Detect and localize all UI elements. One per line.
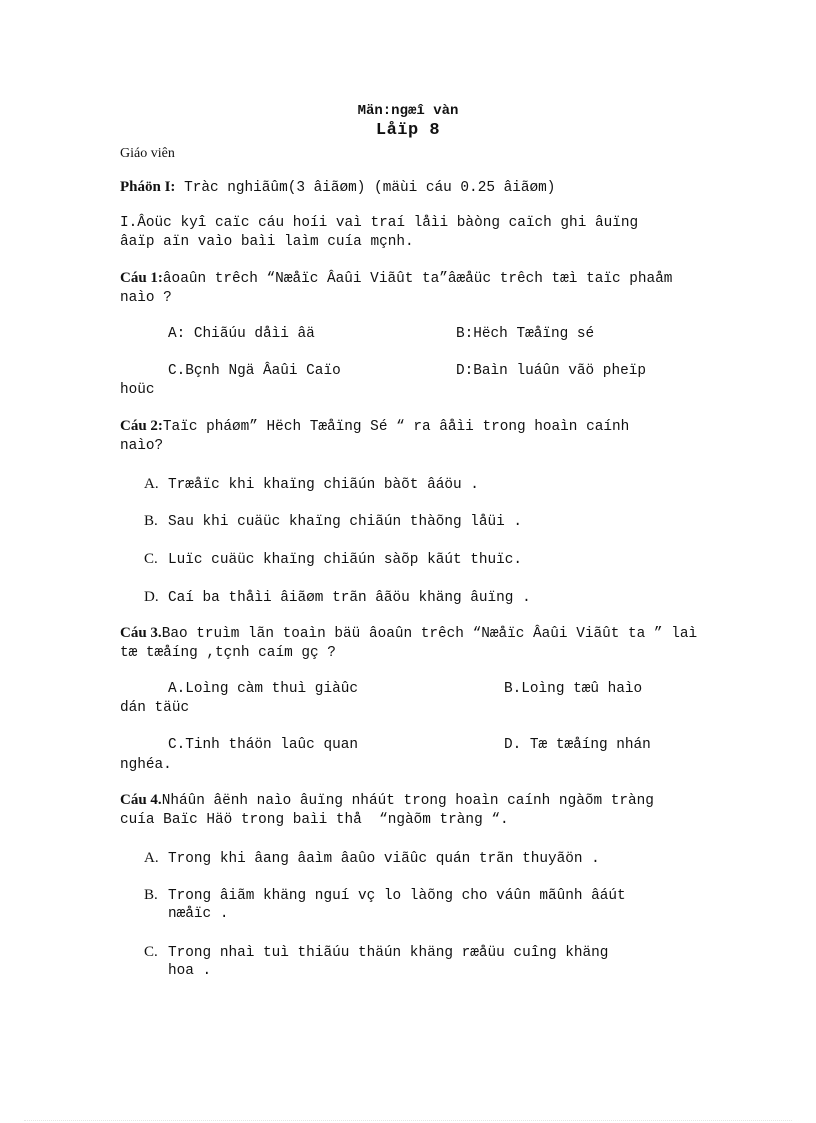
grade-heading: Låïp 8	[375, 121, 441, 140]
q2-option-c-letter: C.	[144, 551, 158, 567]
q4-option-b-text: Trong âiãm khäng nguí vç lo làõng cho váûn mãûnh âáút	[168, 888, 626, 904]
q3-option-c: C.Tinh tháön laûc quan	[168, 737, 358, 753]
q4-option-b-cont: næåïc .	[168, 906, 229, 922]
question-4-label: Cáu 4.	[120, 792, 162, 808]
q4-option-c-letter: C.	[144, 944, 158, 960]
question-3-label: Cáu 3.	[120, 625, 162, 641]
q4-option-a-text: Trong khi âang âaìm âaûo viãûc quán trãn thuyãön .	[168, 851, 600, 867]
q2-option-d	[144, 588, 531, 608]
subject-heading: Män:ngæî vàn	[357, 103, 459, 119]
q4-option-c	[144, 943, 608, 963]
question-3	[120, 624, 706, 663]
q1-option-d-cont: hoüc	[120, 382, 155, 398]
question-2-label: Cáu 2:	[120, 418, 163, 434]
q1-option-c: C.Bçnh Ngä Âaûi Caïo	[168, 363, 341, 379]
q2-option-a-text: Træåïc khi khaïng chiãún bàõt âáöu .	[168, 477, 479, 493]
q2-option-d-letter: D.	[144, 589, 159, 605]
q3-option-a: A.Loìng càm thuì giàûc	[168, 681, 358, 697]
q4-option-a	[144, 849, 600, 869]
q1-option-d: D:Baìn luáûn vãö pheïp	[456, 363, 646, 379]
teacher-label: Giáo viên	[120, 146, 175, 161]
q2-option-a-letter: A.	[144, 476, 159, 492]
question-2-text: Taïc pháøm” Hëch Tæåïng Sé “ ra âåìi trong hoaìn caính naìo?	[120, 419, 638, 454]
q2-option-c-text: Luïc cuäüc khaïng chiãún sàõp kãút thuïc.	[168, 552, 523, 568]
q2-option-b-text: Sau khi cuäüc khaïng chiãún thàõng låüi .	[168, 514, 523, 530]
q4-option-b-letter: B.	[144, 887, 158, 903]
part1-text: Tràc nghiãûm(3 âiãøm) (mäùi cáu 0.25 âiãøm)	[175, 180, 556, 196]
question-4	[120, 791, 680, 830]
question-3-text: Bao truìm lãn toaìn bäü âoaûn trêch “Næåïc Âaûi Viãût ta ” laì tæ tæåíng ,tçnh caím gç ?	[120, 626, 706, 661]
q3-option-d-cont: nghéa.	[120, 757, 172, 773]
q3-option-d: D. Tæ tæåíng nhán	[504, 737, 651, 753]
part1-heading	[120, 178, 710, 198]
q1-option-b: B:Hëch Tæåïng sé	[456, 326, 595, 342]
q2-option-c	[144, 550, 522, 570]
q3-option-b-cont: dán täüc	[120, 700, 190, 716]
q4-option-c-cont: hoa .	[168, 963, 212, 979]
question-1	[120, 269, 700, 308]
question-2	[120, 417, 660, 456]
part1-label: Pháön I:	[120, 179, 176, 195]
q1-option-a: A: Chiãúu dåìi âä	[168, 326, 315, 342]
q4-option-c-text: Trong nhaì tuì thiãúu thäún khäng ræåüu cuîng khäng	[168, 945, 609, 961]
question-1-text: âoaûn trêch “Næåïc Âaûi Viãût ta”âæåüc trêch tæì taïc phaåm naìo ?	[120, 271, 682, 306]
q2-option-d-text: Caí ba thåìi âiãøm trãn âãöu khäng âuïng .	[168, 590, 531, 606]
q4-option-a-letter: A.	[144, 850, 159, 866]
q2-option-b	[144, 512, 522, 532]
page-bottom-rule	[24, 1120, 792, 1121]
question-1-label: Cáu 1:	[120, 270, 163, 286]
instruction-text: I.Âoüc kyî caïc cáu hoíi vaì traí låìi bàòng caïch ghi âuïng âaïp aïn vaìo baìi laìm cuía mçnh.	[120, 215, 647, 250]
q2-option-b-letter: B.	[144, 513, 158, 529]
q3-option-b: B.Loìng tæû haìo	[504, 681, 643, 697]
q2-option-a	[144, 475, 479, 495]
question-4-text: Nháûn âënh naìo âuïng nháút trong hoaìn caính ngàõm tràng cuía Baïc Häö trong baìi thå “ngàõm tràng “.	[120, 793, 663, 828]
q4-option-b	[144, 886, 626, 906]
